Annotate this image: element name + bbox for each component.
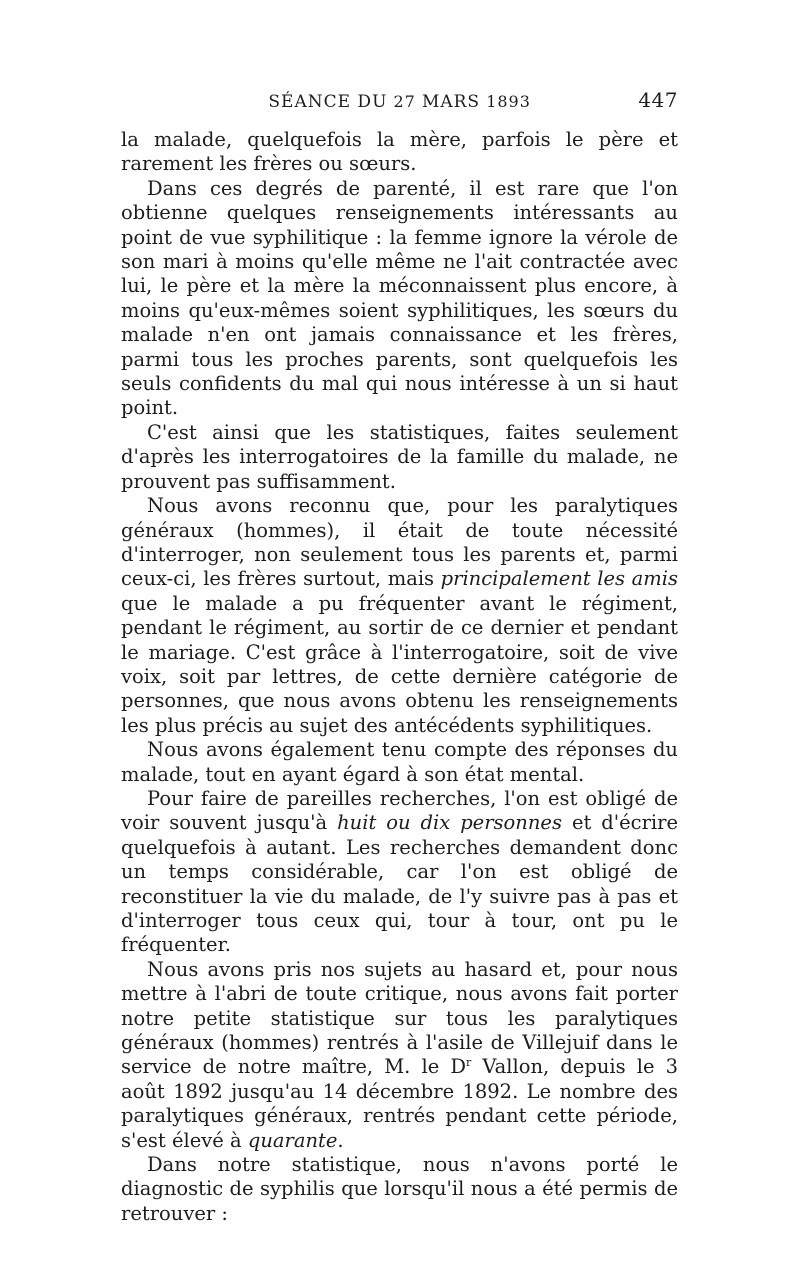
paragraph-text: Vallon, depuis le 3 août 1892 jusqu'au 14 décembre 1892. Le nombre des paralytiques généraux, rentrés pendant cette période, s'est élevé à	[121, 1055, 678, 1152]
paragraph-text: et d'écrire quelquefois à autant. Les recherches demandent donc un temps considérable, car l'on est obligé de reconstituer la vie du malade, de l'y suivre pas à pas et d'interroger tous ceux qui, tour à tour, ont pu le fréquenter.	[121, 811, 678, 957]
running-title-month: MARS	[421, 92, 481, 112]
emphasis-text: huit ou dix personnes	[337, 811, 562, 835]
paragraph-continuation: la malade, quelquefois la mère, parfois le père et rarement les frères ou sœurs.	[121, 128, 678, 176]
running-title	[121, 92, 638, 112]
running-title-prefix: SÉANCE DU	[268, 92, 388, 112]
emphasis-text: quarante	[247, 1128, 338, 1152]
paragraph-subjects-sample	[121, 958, 678, 1153]
emphasis-text: principalement les amis	[440, 567, 678, 591]
running-title-day: 27	[393, 92, 416, 111]
paragraph-text: .	[337, 1128, 344, 1152]
paragraph-text: Nous avons reconnu que, pour les paralytiques généraux (hommes), il était de toute nécessité d'interroger, non seulement tous les parents et, parmi ceux-ci, les frères surtout, mais	[121, 494, 678, 591]
paragraph-text: Nous avons pris nos sujets au hasard et, pour nous mettre à l'abri de toute critique, nous avons fait porter notre petite statistique sur tous les paralytiques généraux (hommes) rentrés à l'asile de Villejuif dans le service de notre maître, M. le D	[121, 957, 678, 1079]
page-number: 447	[638, 88, 678, 112]
paragraph-interrogation-friends	[121, 494, 678, 738]
running-title-year: 1893	[486, 92, 531, 111]
paragraph-patient-answers: Nous avons également tenu compte des réponses du malade, tout en ayant égard à son état mental.	[121, 738, 678, 786]
paragraph-research-effort	[121, 787, 678, 958]
paragraph-family-degrees: Dans ces degrés de parenté, il est rare que l'on obtienne quelques renseignements intéressants au point de vue syphilitique : la femme ignore la vérole de son mari à moins qu'elle même ne l'ait contractée avec lui, le père et la mère la méconnaissent plus encore, à moins qu'eux-mêmes soient syphilitiques, les sœurs du malade n'en ont jamais connaissance et les frères, parmi tous les proches parents, sont quelquefois les seuls confidents du mal qui nous intéresse à un si haut point.	[121, 176, 678, 420]
book-page	[121, 88, 678, 1226]
paragraph-text: Pour faire de pareilles recherches, l'on est obligé de voir souvent jusqu'à	[121, 786, 678, 835]
paragraph-diagnosis-criteria: Dans notre statistique, nous n'avons porté le diagnostic de syphilis que lorsqu'il nous a été permis de retrouver :	[121, 1153, 678, 1225]
paragraph-statistics-insufficient: C'est ainsi que les statistiques, faites seulement d'après les interrogatoires de la famille du malade, ne prouvent pas suffisamment.	[121, 420, 678, 493]
body-text	[121, 128, 678, 1226]
paragraph-text: que le malade a pu fréquenter avant le régiment, pendant le régiment, au sortir de ce dernier et pendant le mariage. C'est grâce à l'interrogatoire, soit de vive voix, soit par lettres, de cette dernière catégorie de personnes, que nous avons obtenu les renseignements les plus précis au sujet des antécédents syphilitiques.	[121, 591, 678, 737]
running-head	[121, 88, 678, 128]
superscript-text: r	[465, 1056, 472, 1070]
